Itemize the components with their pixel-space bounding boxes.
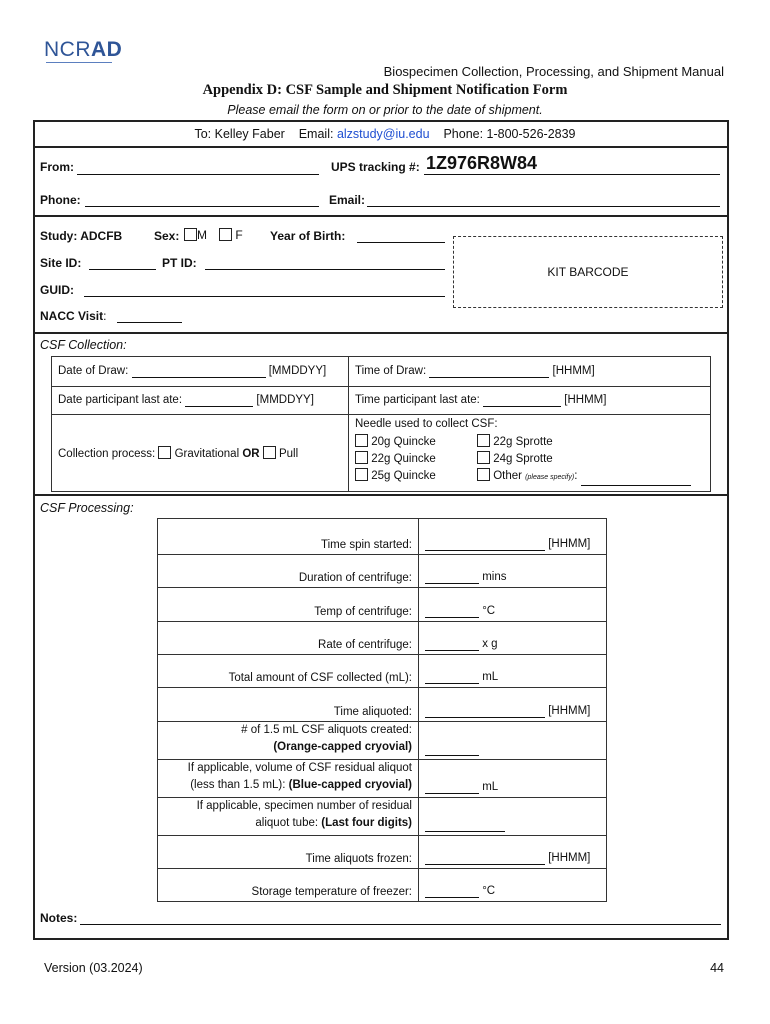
collection-process-label: Collection process: bbox=[58, 448, 156, 460]
contact-phone: Phone: 1-800-526-2839 bbox=[443, 127, 576, 141]
pt-id-field[interactable] bbox=[205, 269, 445, 270]
csf-collection-heading: CSF Collection: bbox=[40, 338, 127, 352]
proc-row-rate bbox=[158, 622, 607, 655]
needle-24g bbox=[477, 451, 691, 468]
ups-label: UPS tracking #: bbox=[331, 160, 420, 174]
yob-field[interactable] bbox=[357, 242, 445, 243]
sex-label: Sex: bbox=[154, 229, 180, 243]
needle-other: Other (please specify): bbox=[477, 468, 691, 486]
residual-value[interactable] bbox=[419, 760, 607, 798]
proc-label: Temp of centrifuge: bbox=[158, 588, 419, 622]
specimen-digits: (Last four digits) bbox=[321, 817, 412, 829]
logo-suffix: AD bbox=[91, 38, 123, 61]
draw-date-cell[interactable] bbox=[52, 357, 349, 387]
ate-time-field[interactable] bbox=[483, 394, 561, 407]
proc-row-aliquoted bbox=[158, 688, 607, 722]
divider bbox=[33, 146, 729, 148]
nacc-visit: NACC Visit: bbox=[40, 309, 107, 323]
kit-barcode-label: KIT BARCODE bbox=[547, 265, 629, 279]
frozen-label: Time aliquots frozen: bbox=[158, 836, 419, 869]
frozen-unit: [HHMM] bbox=[548, 852, 591, 864]
needle-other-field[interactable] bbox=[581, 468, 691, 486]
divider bbox=[33, 332, 729, 334]
proc-value[interactable] bbox=[419, 555, 607, 588]
divider bbox=[33, 215, 729, 217]
guid-field[interactable] bbox=[84, 296, 445, 297]
notes-field[interactable] bbox=[80, 924, 721, 925]
needle-other-checkbox[interactable] bbox=[477, 468, 490, 481]
ate-date-label: Date participant last ate: bbox=[58, 394, 183, 406]
processing-table bbox=[157, 518, 607, 902]
needle-25g-checkbox[interactable] bbox=[355, 468, 368, 481]
proc-unit: [HHMM] bbox=[548, 538, 591, 550]
needle-20g-label: 20g Quincke bbox=[371, 436, 436, 448]
aliquots-label: # of 1.5 mL CSF aliquots created: bbox=[241, 724, 412, 736]
proc-unit: mins bbox=[482, 571, 507, 583]
sex-f bbox=[219, 228, 243, 242]
ate-date-format: [MMDDYY] bbox=[256, 394, 314, 406]
aliquots-sublabel: (Orange-capped cryovial) bbox=[273, 741, 412, 753]
proc-value[interactable] bbox=[419, 622, 607, 655]
draw-date-label: Date of Draw: bbox=[58, 365, 129, 377]
storage-value[interactable] bbox=[419, 869, 607, 902]
draw-time-format: [HHMM] bbox=[552, 365, 595, 377]
ate-date-cell[interactable] bbox=[52, 387, 349, 415]
contact-email-link[interactable]: alzstudy@iu.edu bbox=[336, 127, 430, 141]
proc-label: Total amount of CSF collected (mL): bbox=[158, 655, 419, 688]
pull-label: Pull bbox=[278, 448, 299, 460]
notes-label: Notes: bbox=[40, 911, 78, 925]
proc-value[interactable] bbox=[419, 688, 607, 722]
ate-date-field[interactable] bbox=[185, 394, 253, 407]
collection-process-cell bbox=[52, 415, 349, 492]
needle-20g bbox=[355, 434, 477, 451]
proc-row-total bbox=[158, 655, 607, 688]
draw-date-format: [MMDDYY] bbox=[268, 365, 327, 377]
form-subtitle: Please email the form on or prior to the date of shipment. bbox=[227, 103, 543, 117]
draw-date-field[interactable] bbox=[132, 365, 266, 378]
needle-label: Needle used to collect CSF: bbox=[355, 418, 498, 430]
ate-time-cell[interactable] bbox=[349, 387, 711, 415]
sex-m bbox=[184, 228, 207, 242]
gravitational-checkbox[interactable] bbox=[158, 446, 171, 459]
proc-unit: mL bbox=[482, 671, 499, 683]
needle-22g-s-label: 22g Sprotte bbox=[493, 436, 553, 448]
logo-underline bbox=[46, 62, 112, 63]
site-id-label: Site ID: bbox=[40, 256, 82, 270]
proc-row-frozen bbox=[158, 836, 607, 869]
study-label: Study: ADCFB bbox=[40, 229, 123, 243]
residual-unit: mL bbox=[482, 781, 499, 793]
proc-row-temp bbox=[158, 588, 607, 622]
guid-label: GUID: bbox=[40, 283, 74, 297]
page-number: 44 bbox=[710, 961, 724, 975]
kit-barcode-area bbox=[453, 236, 723, 308]
specimen-label-cell bbox=[158, 798, 419, 836]
ate-time-format: [HHMM] bbox=[564, 394, 607, 406]
sex-m-label: M bbox=[197, 228, 207, 242]
needle-20g-checkbox[interactable] bbox=[355, 434, 368, 447]
logo-prefix: NCR bbox=[44, 38, 91, 61]
nacc-label: NACC Visit bbox=[40, 309, 104, 323]
proc-row-residual bbox=[158, 760, 607, 798]
email-field[interactable] bbox=[367, 206, 720, 207]
ncrad-logo bbox=[44, 38, 122, 62]
needle-25g bbox=[355, 468, 477, 485]
storage-label: Storage temperature of freezer: bbox=[158, 869, 419, 902]
sex-f-checkbox[interactable] bbox=[219, 228, 232, 241]
proc-unit: °C bbox=[482, 605, 496, 617]
storage-unit: °C bbox=[482, 885, 496, 897]
email-label: Email: bbox=[329, 193, 366, 207]
gravitational-label: Gravitational bbox=[174, 448, 240, 460]
proc-row-aliquots bbox=[158, 722, 607, 760]
contact-email-label: Email: bbox=[298, 127, 334, 141]
aliquots-value[interactable] bbox=[419, 722, 607, 760]
proc-label: Time aliquoted: bbox=[158, 688, 419, 722]
phone-label: Phone: bbox=[40, 193, 81, 207]
proc-value[interactable] bbox=[419, 588, 607, 622]
phone-field[interactable] bbox=[85, 206, 319, 207]
ups-field bbox=[424, 174, 720, 175]
version-label: Version (03.2024) bbox=[44, 961, 143, 975]
draw-time-label: Time of Draw: bbox=[355, 365, 427, 377]
contact-to: To: Kelley Faber bbox=[194, 127, 285, 141]
from-field[interactable] bbox=[77, 174, 319, 175]
proc-unit: x g bbox=[482, 638, 498, 650]
needle-other-note: (please specify) bbox=[525, 474, 575, 481]
needle-cell bbox=[349, 415, 711, 492]
frozen-value[interactable] bbox=[419, 836, 607, 869]
draw-time-field[interactable] bbox=[429, 365, 549, 378]
specimen-value[interactable] bbox=[419, 798, 607, 836]
draw-time-cell[interactable] bbox=[349, 357, 711, 387]
sex-f-label: F bbox=[235, 228, 243, 242]
needle-24g-label: 24g Sprotte bbox=[493, 453, 553, 465]
proc-unit: [HHMM] bbox=[548, 705, 591, 717]
residual-cryovial: (Blue-capped cryovial) bbox=[288, 779, 412, 791]
needle-other-label: Other bbox=[493, 470, 522, 482]
from-label: From: bbox=[40, 160, 74, 174]
proc-row-specimen bbox=[158, 798, 607, 836]
nacc-field[interactable] bbox=[117, 322, 182, 323]
proc-row-spin bbox=[158, 519, 607, 555]
proc-row-storage bbox=[158, 869, 607, 902]
collection-table bbox=[51, 356, 711, 492]
sex-m-checkbox[interactable] bbox=[184, 228, 197, 241]
manual-title: Biospecimen Collection, Processing, and Shipment Manual bbox=[383, 64, 724, 79]
proc-label: Rate of centrifuge: bbox=[158, 622, 419, 655]
site-id-field[interactable] bbox=[89, 269, 156, 270]
proc-label: Time spin started: bbox=[158, 519, 419, 555]
residual-label: If applicable, volume of CSF residual aliquot bbox=[187, 762, 412, 774]
needle-22g-s bbox=[477, 434, 691, 451]
proc-value[interactable] bbox=[419, 655, 607, 688]
residual-label-2: (less than 1.5 mL): bbox=[190, 779, 286, 791]
needle-22g-s-checkbox[interactable] bbox=[477, 434, 490, 447]
or-label: OR bbox=[242, 448, 260, 460]
proc-row-duration bbox=[158, 555, 607, 588]
form-title: Appendix D: CSF Sample and Shipment Notification Form bbox=[202, 82, 568, 98]
specimen-label: If applicable, specimen number of residual bbox=[196, 800, 412, 812]
pull-checkbox[interactable] bbox=[263, 446, 276, 459]
proc-value[interactable] bbox=[419, 519, 607, 555]
needle-25g-label: 25g Quincke bbox=[371, 470, 436, 482]
needle-22g-q-checkbox[interactable] bbox=[355, 451, 368, 464]
yob-label: Year of Birth: bbox=[270, 229, 346, 243]
csf-processing-heading: CSF Processing: bbox=[40, 501, 134, 515]
divider bbox=[33, 494, 729, 496]
ate-time-label: Time participant last ate: bbox=[355, 394, 480, 406]
ups-tracking-number[interactable]: 1Z976R8W84 bbox=[426, 153, 538, 173]
pt-id-label: PT ID: bbox=[162, 256, 197, 270]
residual-label-cell bbox=[158, 760, 419, 798]
needle-22g-q bbox=[355, 451, 477, 468]
contact-row bbox=[0, 127, 770, 141]
needle-24g-checkbox[interactable] bbox=[477, 451, 490, 464]
aliquots-label-cell bbox=[158, 722, 419, 760]
needle-22g-q-label: 22g Quincke bbox=[371, 453, 436, 465]
specimen-label-2: aliquot tube: bbox=[255, 817, 319, 829]
proc-label: Duration of centrifuge: bbox=[158, 555, 419, 588]
